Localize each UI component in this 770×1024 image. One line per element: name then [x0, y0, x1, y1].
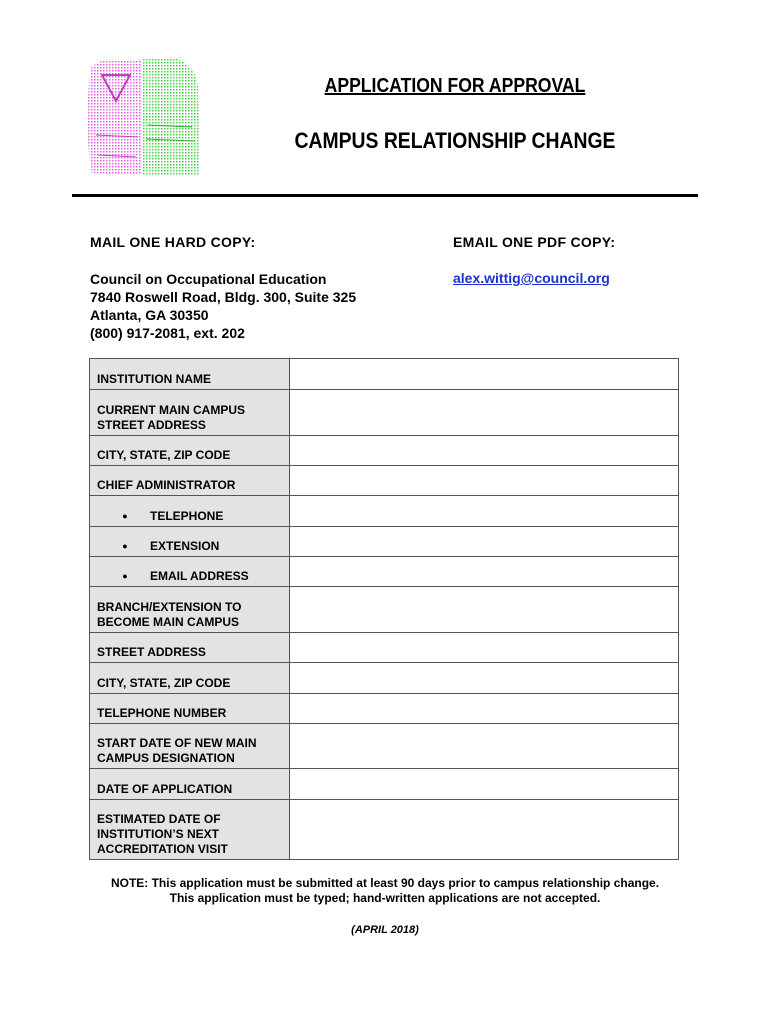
start-date-label: START DATE OF NEW MAIN CAMPUS DESIGNATION — [90, 724, 290, 769]
table-row — [90, 663, 679, 694]
submission-note — [80, 876, 690, 906]
city-state-zip-field[interactable] — [290, 436, 679, 466]
mailing-address — [90, 270, 356, 342]
bullet-icon: ● — [122, 571, 128, 581]
chief-administrator-label: CHIEF ADMINISTRATOR — [90, 466, 290, 496]
table-row — [90, 633, 679, 663]
extension-label-cell — [90, 527, 290, 557]
next-accreditation-visit-label: ESTIMATED DATE OF INSTITUTION’S NEXT ACCREDITATION VISIT — [90, 800, 290, 860]
telephone-number-field[interactable] — [290, 694, 679, 724]
form-subtitle: CAMPUS RELATIONSHIP CHANGE — [294, 128, 616, 153]
table-row — [90, 724, 679, 769]
table-row — [90, 436, 679, 466]
email-heading: EMAIL ONE PDF COPY: — [453, 234, 616, 250]
table-row — [90, 390, 679, 436]
branch-to-main-campus-label: BRANCH/EXTENSION TO BECOME MAIN CAMPUS — [90, 587, 290, 633]
email-address-label-cell — [90, 557, 290, 587]
table-row — [90, 800, 679, 860]
institution-name-field[interactable] — [290, 359, 679, 390]
bullet-icon: ● — [122, 511, 128, 521]
note-line: NOTE: This application must be submitted at least 90 days prior to campus relationship change. — [110, 876, 660, 890]
chief-administrator-field[interactable] — [290, 466, 679, 496]
street-address-field[interactable] — [290, 633, 679, 663]
branch-city-state-zip-label: CITY, STATE, ZIP CODE — [90, 663, 290, 694]
telephone-label-cell — [90, 496, 290, 527]
council-logo — [82, 55, 206, 181]
current-main-campus-address-label: CURRENT MAIN CAMPUS STREET ADDRESS — [90, 390, 290, 436]
table-row — [90, 694, 679, 724]
table-row — [90, 587, 679, 633]
form-title: APPLICATION FOR APPROVAL — [324, 75, 586, 97]
branch-city-state-zip-field[interactable] — [290, 663, 679, 694]
application-form-table — [89, 358, 679, 860]
telephone-label: TELEPHONE — [150, 509, 224, 523]
address-line: 7840 Roswell Road, Bldg. 300, Suite 325 — [90, 289, 357, 305]
revision-date: (APRIL 2018) — [351, 924, 419, 936]
email-link[interactable]: alex.wittig@council.org — [453, 270, 610, 286]
city-state-zip-label: CITY, STATE, ZIP CODE — [90, 436, 290, 466]
extension-label: EXTENSION — [150, 539, 220, 553]
branch-to-main-campus-field[interactable] — [290, 587, 679, 633]
extension-field[interactable] — [290, 527, 679, 557]
email-address-field[interactable] — [290, 557, 679, 587]
table-row — [90, 769, 679, 800]
table-row — [90, 359, 679, 390]
header-divider — [72, 194, 698, 197]
address-line: Atlanta, GA 30350 — [90, 307, 209, 323]
table-row — [90, 496, 679, 527]
mail-heading: MAIL ONE HARD COPY: — [90, 234, 256, 250]
email-address-label: EMAIL ADDRESS — [150, 569, 249, 583]
date-of-application-field[interactable] — [290, 769, 679, 800]
date-of-application-label: DATE OF APPLICATION — [90, 769, 290, 800]
address-line: Council on Occupational Education — [90, 271, 327, 287]
note-line: This application must be typed; hand-written applications are not accepted. — [169, 891, 601, 905]
institution-name-label: INSTITUTION NAME — [90, 359, 290, 390]
address-line: (800) 917-2081, ext. 202 — [90, 325, 245, 341]
start-date-field[interactable] — [290, 724, 679, 769]
current-main-campus-address-field[interactable] — [290, 390, 679, 436]
telephone-number-label: TELEPHONE NUMBER — [90, 694, 290, 724]
table-row — [90, 557, 679, 587]
bullet-icon: ● — [122, 541, 128, 551]
street-address-label: STREET ADDRESS — [90, 633, 290, 663]
next-accreditation-visit-field[interactable] — [290, 800, 679, 860]
telephone-field[interactable] — [290, 496, 679, 527]
table-row — [90, 466, 679, 496]
table-row — [90, 527, 679, 557]
